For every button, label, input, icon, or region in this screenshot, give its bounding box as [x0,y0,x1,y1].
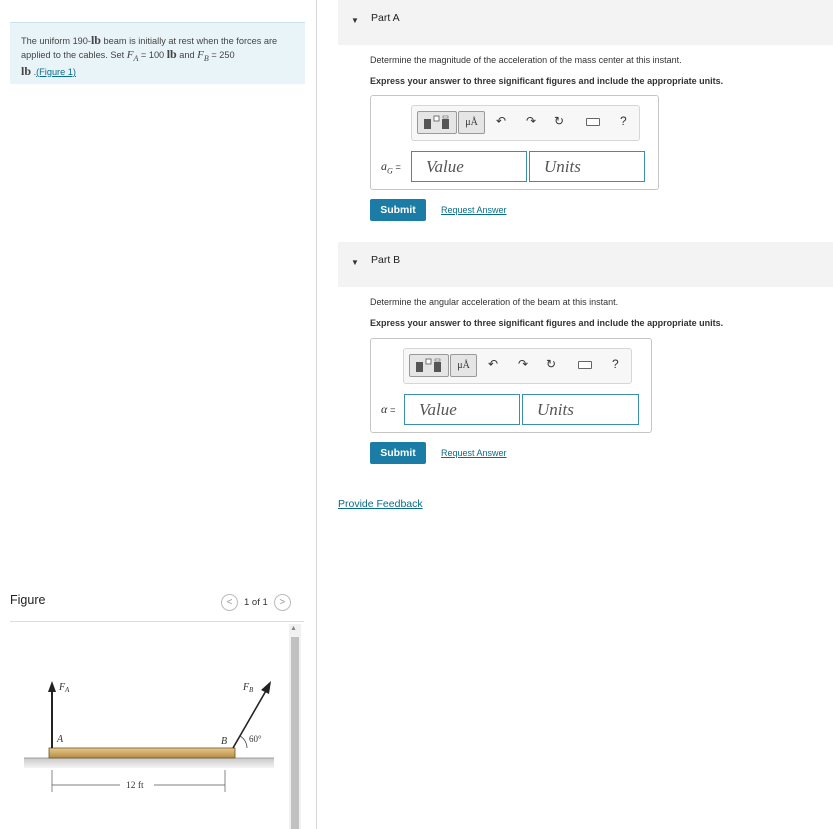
beam-figure [22,672,277,797]
ground-surface [24,758,274,768]
label-b: B [221,736,228,747]
figure-divider [10,621,304,622]
fb-value: = 250 [208,49,235,60]
label-a: A [57,734,64,745]
templates-icon [422,115,452,131]
templates-button[interactable] [409,354,449,377]
fb-sub: B [203,53,209,63]
fb-arrow-icon [261,681,271,694]
redo-icon[interactable]: ↷ [526,114,537,128]
label-fb: F [243,682,250,693]
part-b-value-input[interactable]: Value [404,394,520,425]
part-a-variable-label [381,159,401,175]
units-button[interactable]: μÅ [450,354,477,377]
collapse-triangle-icon[interactable]: ▼ [351,16,359,25]
part-b-title: Part B [371,254,401,266]
units-button[interactable]: μÅ [458,111,485,134]
part-b-toolbar [403,348,632,384]
part-b-question: Determine the angular acceleration of the beam at this instant. [370,297,619,307]
reset-icon[interactable]: ↻ [554,114,565,128]
problem-dot: . [31,66,37,77]
var-eq: = [387,405,396,416]
part-a-answer-box [370,95,659,190]
part-a-value-input[interactable]: Value [411,151,527,182]
part-b-submit-button[interactable]: Submit [370,442,426,464]
weight-unit: lb [90,33,101,47]
angle-arc [240,736,247,748]
undo-icon[interactable]: ↶ [496,114,507,128]
templates-icon [414,358,444,374]
problem-text-2: beam is initially at rest when the forces are applied to the cables. Set [21,36,278,60]
reset-icon[interactable]: ↻ [546,357,557,371]
part-a-header[interactable] [338,0,833,45]
part-a-request-answer-link[interactable]: Request Answer [441,205,507,215]
pager-text: 1 of 1 [244,597,268,608]
fa-symbol: F [126,48,134,61]
part-b-request-answer-link[interactable]: Request Answer [441,448,507,458]
problem-and: and [176,49,198,60]
fa-arrow-icon [48,681,56,692]
figure-pager [221,594,291,611]
figure-title: Figure [10,593,46,607]
fa-sub: A [133,53,139,63]
part-a-instruction: Express your answer to three significant figures and include the appropriate units. [370,76,724,86]
beam-shape [49,748,235,758]
part-a-title: Part A [371,12,400,24]
part-a-toolbar [411,105,640,141]
var-sub: G [387,166,393,176]
problem-text-1: The uniform 190- [21,36,91,46]
help-icon[interactable]: ? [612,357,619,371]
prev-figure-button[interactable]: < [221,594,238,611]
part-b-header[interactable] [338,242,833,287]
part-b-instruction: Express your answer to three significant figures and include the appropriate units. [370,318,724,328]
keyboard-icon[interactable] [586,118,600,126]
label-length: 12 ft [126,781,144,791]
var-symbol: α [381,402,388,416]
part-b-answer-box [370,338,652,433]
help-icon[interactable]: ? [620,114,627,128]
provide-feedback-link[interactable]: Provide Feedback [338,498,423,510]
var-eq: = [392,162,401,173]
collapse-triangle-icon[interactable]: ▼ [351,258,359,267]
fa-value: = 100 [138,49,167,60]
label-fa: F [59,682,66,693]
part-b-variable-label [381,402,396,417]
column-divider [316,0,317,829]
fa-unit: lb [166,46,177,61]
label-fb-sub: B [249,686,254,694]
templates-button[interactable] [417,111,457,134]
label-angle: 60° [249,734,262,744]
problem-statement [10,22,305,84]
undo-icon[interactable]: ↶ [488,357,499,371]
figure-link[interactable]: (Figure 1) [36,66,76,77]
redo-icon[interactable]: ↷ [518,357,529,371]
part-b-units-input[interactable]: Units [522,394,639,425]
next-figure-button[interactable]: > [274,594,291,611]
scroll-up-arrow-icon[interactable]: ▲ [290,625,297,632]
fb-unit: lb [21,63,32,78]
fb-symbol: F [197,48,204,61]
label-fa-sub: A [65,686,70,694]
figure-scrollbar-thumb[interactable] [291,637,299,829]
keyboard-icon[interactable] [578,361,592,369]
var-symbol: a [381,159,387,173]
part-a-submit-button[interactable]: Submit [370,199,426,221]
part-a-question: Determine the magnitude of the acceleration of the mass center at this instant. [370,55,682,65]
part-a-units-input[interactable]: Units [529,151,645,182]
